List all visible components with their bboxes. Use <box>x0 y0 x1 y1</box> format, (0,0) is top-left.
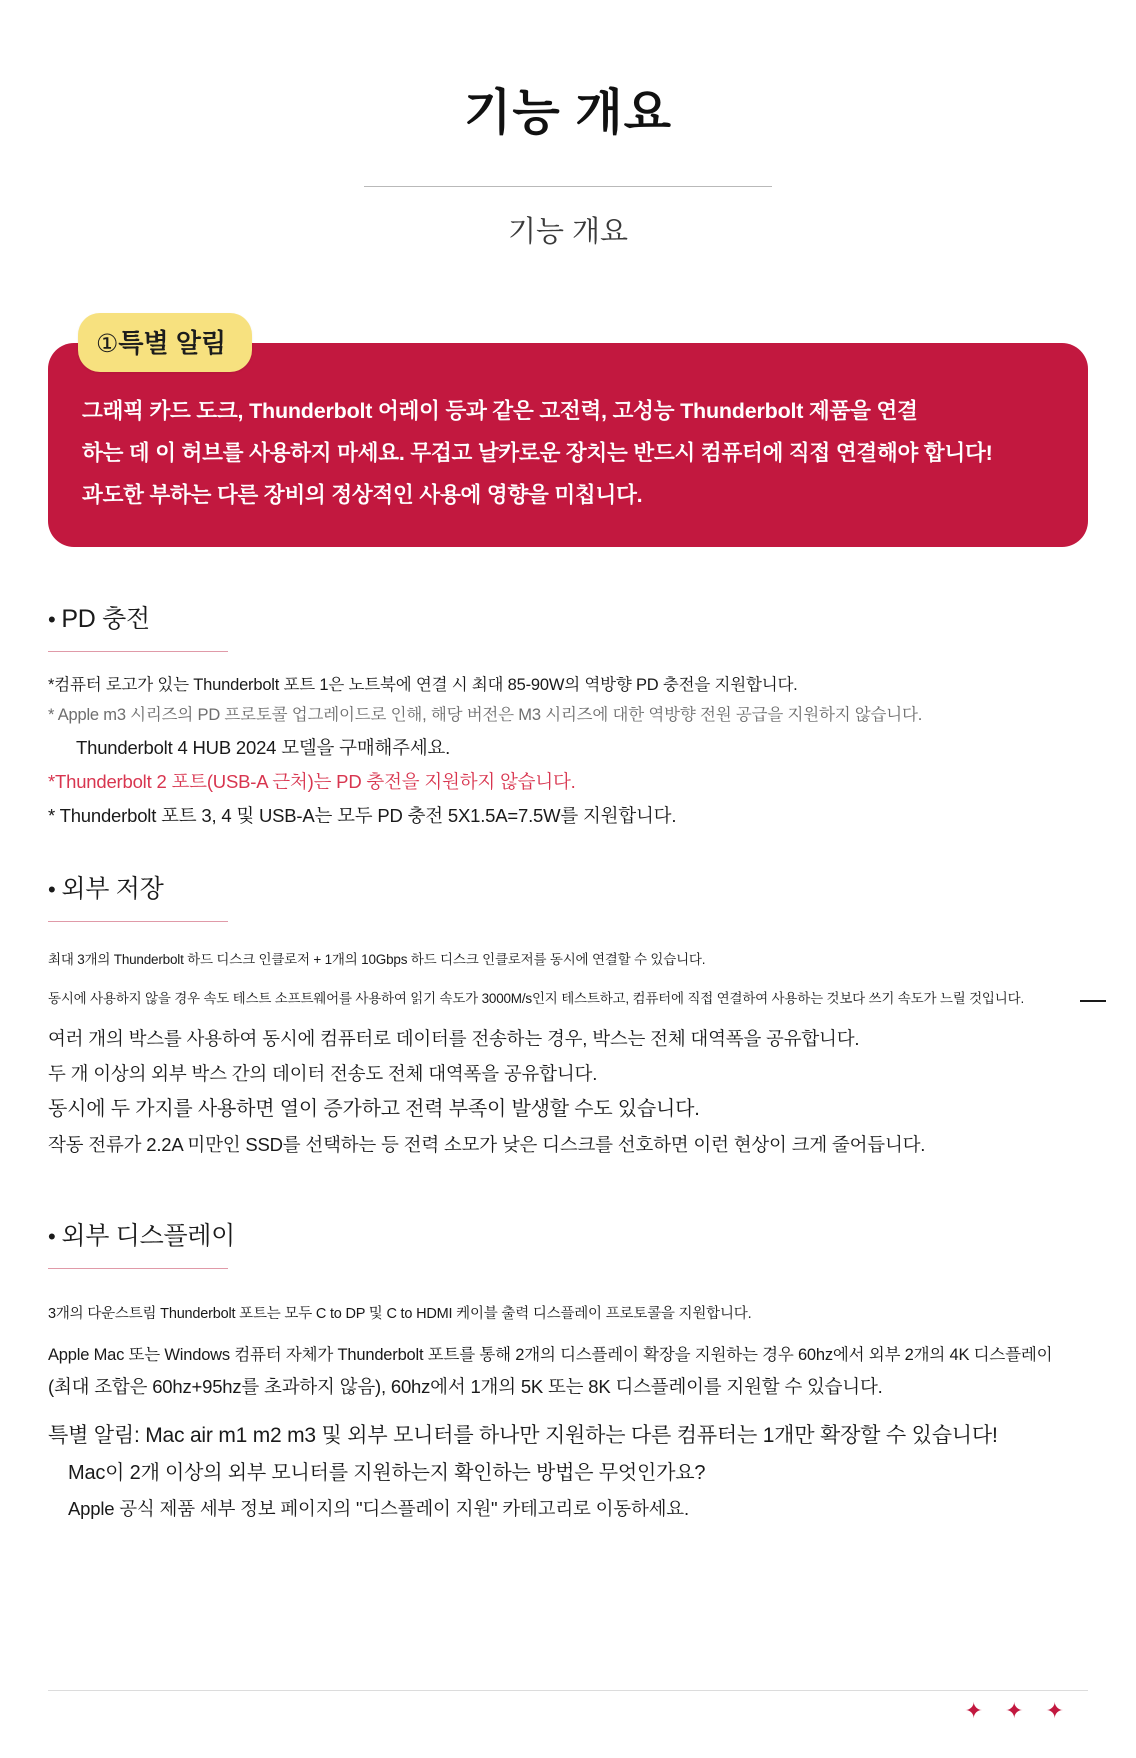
section-title-text: PD 충전 <box>61 604 150 633</box>
section-divider <box>48 651 228 652</box>
section-body <box>48 670 1088 834</box>
section-divider <box>48 921 228 922</box>
bullet-icon: • <box>48 606 56 632</box>
page-title: 기능 개요 <box>464 86 672 140</box>
body-line: Apple 공식 제품 세부 정보 페이지의 "디스플레이 지원" 카테고리로 이동하세요. <box>68 1498 689 1520</box>
body-line: * Apple m3 시리즈의 PD 프로토콜 업그레이드로 인해, 해당 버전은 M3 시리즈에 대한 역방향 전원 공급을 지원하지 않습니다. <box>48 706 923 725</box>
body-line: 동시에 사용하지 않을 경우 속도 테스트 소프트웨어를 사용하여 읽기 속도가 3000M/s인지 테스트하고, 컴퓨터에 직접 연결하여 사용하는 것보다 쓰기 속도가 느릴 것입니다. <box>48 987 1088 1012</box>
body-line: 동시에 두 가지를 사용하면 열이 증가하고 전력 부족이 발생할 수도 있습니다. <box>48 1097 700 1120</box>
bullet-icon: • <box>48 1224 56 1250</box>
section-body <box>48 948 1088 1162</box>
section-external-display <box>48 1216 1088 1527</box>
special-notice-block <box>48 328 1088 547</box>
footer-divider <box>48 1690 1088 1691</box>
section-heading <box>48 1216 1088 1252</box>
notice-badge-label: 특별 알림 <box>118 328 227 358</box>
notice-badge-number: ① <box>96 330 119 358</box>
body-line: 3개의 다운스트림 Thunderbolt 포트는 모두 C to DP 및 C to HDMI 케이블 출력 디스플레이 프로토콜을 지원합니다. <box>48 1306 752 1323</box>
body-line: Mac이 2개 이상의 외부 모니터를 지원하는지 확인하는 방법은 무엇인가요? <box>68 1462 706 1485</box>
special-notice-badge <box>78 313 252 372</box>
body-line: * Thunderbolt 포트 3, 4 및 USB-A는 모두 PD 충전 5X1.5A=7.5W를 지원합니다. <box>48 805 677 827</box>
notice-line: 그래픽 카드 도크, Thunderbolt 어레이 등과 같은 고전력, 고성능 Thunderbolt 제품을 연결 <box>82 399 918 423</box>
body-line: *컴퓨터 로고가 있는 Thunderbolt 포트 1은 노트북에 연결 시 최대 85-90W의 역방향 PD 충전을 지원합니다. <box>48 675 798 694</box>
body-line: 최대 3개의 Thunderbolt 하드 디스크 인클로저 + 1개의 10Gbps 하드 디스크 인클로저를 동시에 연결할 수 있습니다. <box>48 952 706 968</box>
diamond-marks-icon: ✦ ✦ ✦ <box>964 1698 1072 1723</box>
body-line: 특별 알림: Mac air m1 m2 m3 및 외부 모니터를 하나만 지원하는 다른 컴퓨터는 1개만 확장할 수 있습니다! <box>48 1423 998 1447</box>
body-line: 여러 개의 박스를 사용하여 동시에 컴퓨터로 데이터를 전송하는 경우, 박스는 전체 대역폭을 공유합니다. <box>48 1028 860 1050</box>
notice-line: 과도한 부하는 다른 장비의 정상적인 사용에 영향을 미칩니다. <box>82 482 643 507</box>
body-line: (최대 조합은 60hz+95hz를 초과하지 않음), 60hz에서 1개의 5K 또는 8K 디스플레이를 지원할 수 있습니다. <box>48 1376 883 1398</box>
header-divider <box>364 186 772 187</box>
section-divider <box>48 1268 228 1269</box>
section-title-text: 외부 디스플레이 <box>61 1222 236 1251</box>
section-heading <box>48 599 1088 635</box>
body-line-highlight: *Thunderbolt 2 포트(USB-A 근처)는 PD 충전을 지원하지 않습니다. <box>48 771 576 793</box>
document-header <box>48 0 1088 250</box>
body-line: 작동 전류가 2.2A 미만인 SSD를 선택하는 등 전력 소모가 낮은 디스크를 선호하면 이런 현상이 크게 줄어듭니다. <box>48 1133 926 1155</box>
section-title-text: 외부 저장 <box>61 875 164 904</box>
special-notice-card <box>48 343 1088 547</box>
body-line: Thunderbolt 4 HUB 2024 모델을 구매해주세요. <box>76 736 451 758</box>
section-pd-charging <box>48 599 1088 834</box>
section-body <box>48 1301 1088 1527</box>
page-subtitle: 기능 개요 <box>507 216 629 248</box>
page-footer <box>48 1690 1088 1730</box>
bullet-icon: • <box>48 877 56 903</box>
section-external-storage <box>48 869 1088 1162</box>
notice-line: 하는 데 이 허브를 사용하지 마세요. 무겁고 날카로운 장치는 반드시 컴퓨터에 직접 연결해야 합니다! <box>82 440 993 465</box>
section-heading <box>48 869 1088 905</box>
body-line: Apple Mac 또는 Windows 컴퓨터 자체가 Thunderbolt 포트를 통해 2개의 디스플레이 확장을 지원하는 경우 60hz에서 외부 2개의 4K 디스플레이 <box>48 1345 1053 1364</box>
body-line: 두 개 이상의 외부 박스 간의 데이터 전송도 전체 대역폭을 공유합니다. <box>48 1062 598 1084</box>
